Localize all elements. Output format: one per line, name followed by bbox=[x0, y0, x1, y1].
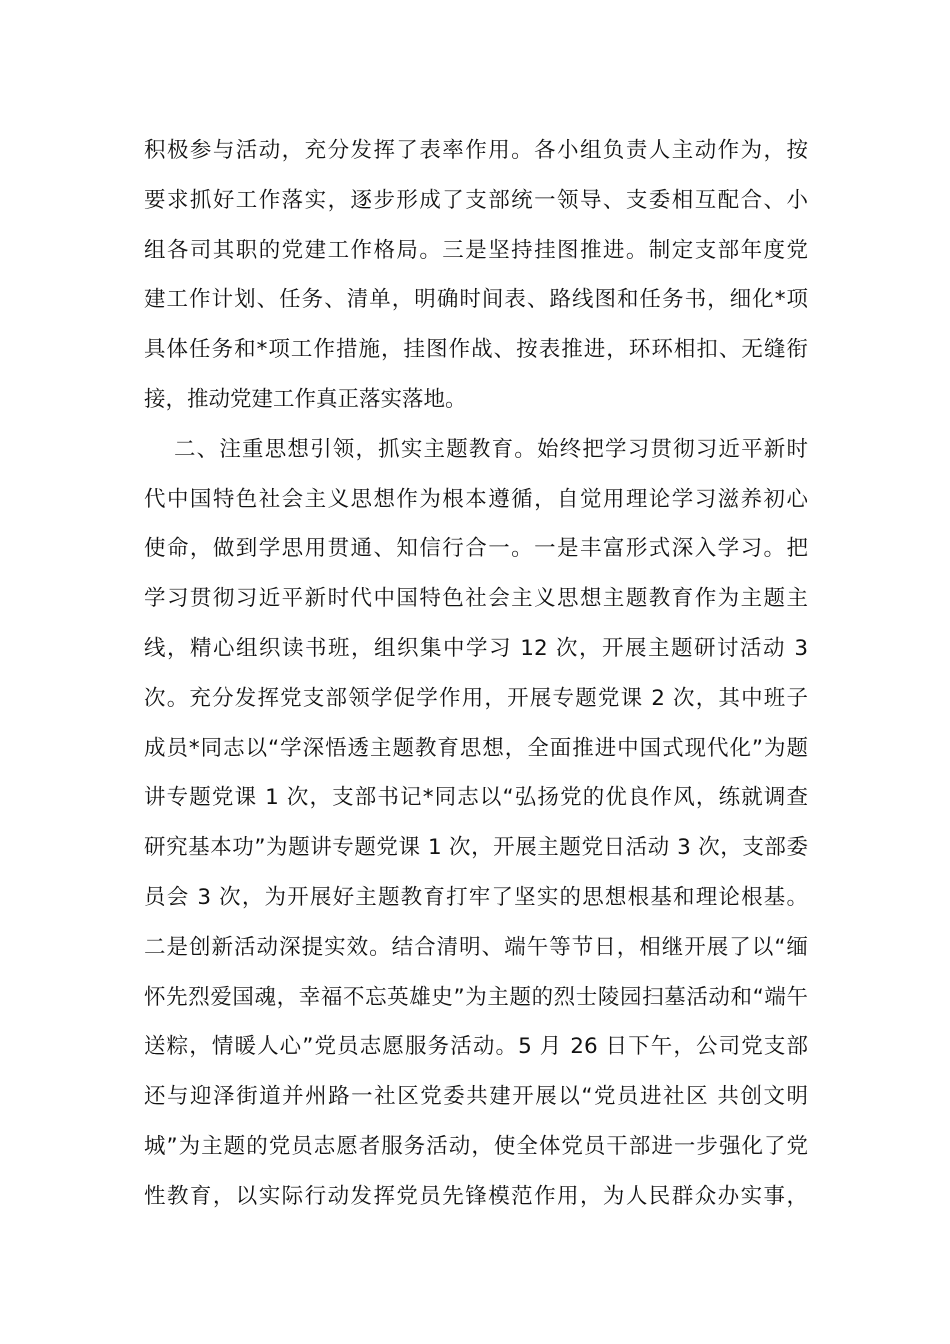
text-line: 城”为主题的党员志愿者服务活动，使全体党员干部进一步强化了党 bbox=[144, 1133, 808, 1159]
text-line: 送粽，情暖人心”党员志愿服务活动。5 月 26 日下午，公司党支部 bbox=[144, 1034, 808, 1060]
text-line: 成员*同志以“学深悟透主题教育思想，全面推进中国式现代化”为题 bbox=[144, 735, 808, 761]
text-line: 性教育，以实际行动发挥党员先锋模范作用，为人民群众办实事， bbox=[144, 1183, 808, 1209]
section-heading-line: 二、注重思想引领，抓实主题教育。始终把学习贯彻习近平新时 bbox=[174, 436, 808, 462]
text-line: 具体任务和*项工作措施，挂图作战、按表推进，环环相扣、无缝衔 bbox=[144, 337, 808, 363]
text-line: 要求抓好工作落实，逐步形成了支部统一领导、支委相互配合、小 bbox=[144, 187, 808, 213]
text-line: 组各司其职的党建工作格局。三是坚持挂图推进。制定支部年度党 bbox=[144, 237, 808, 263]
text-line: 怀先烈爱国魂，幸福不忘英雄史”为主题的烈士陵园扫墓活动和“端午 bbox=[144, 984, 808, 1010]
text-line: 线，精心组织读书班，组织集中学习 12 次，开展主题研讨活动 3 bbox=[144, 635, 808, 661]
document-body bbox=[144, 126, 808, 1222]
text-line: 讲专题党课 1 次，支部书记*同志以“弘扬党的优良作风，练就调查 bbox=[144, 785, 808, 811]
text-line: 员会 3 次，为开展好主题教育打牢了坚实的思想根基和理论根基。 bbox=[144, 884, 808, 910]
text-line: 使命，做到学思用贯通、知信行合一。一是丰富形式深入学习。把 bbox=[144, 536, 808, 562]
text-line: 还与迎泽街道并州路一社区党委共建开展以“党员进社区 共创文明 bbox=[144, 1084, 808, 1110]
text-line: 代中国特色社会主义思想作为根本遵循，自觉用理论学习滋养初心 bbox=[144, 486, 808, 512]
text-line: 研究基本功”为题讲专题党课 1 次，开展主题党日活动 3 次，支部委 bbox=[144, 835, 808, 861]
text-line: 学习贯彻习近平新时代中国特色社会主义思想主题教育作为主题主 bbox=[144, 586, 808, 612]
text-line: 建工作计划、任务、清单，明确时间表、路线图和任务书，细化*项 bbox=[144, 287, 808, 313]
text-line: 积极参与活动，充分发挥了表率作用。各小组负责人主动作为，按 bbox=[144, 138, 808, 163]
text-line: 次。充分发挥党支部领学促学作用，开展专题党课 2 次，其中班子 bbox=[144, 685, 808, 711]
text-line: 二是创新活动深提实效。结合清明、端午等节日，相继开展了以“缅 bbox=[144, 934, 808, 960]
text-line: 接，推动党建工作真正落实落地。 bbox=[144, 386, 467, 412]
